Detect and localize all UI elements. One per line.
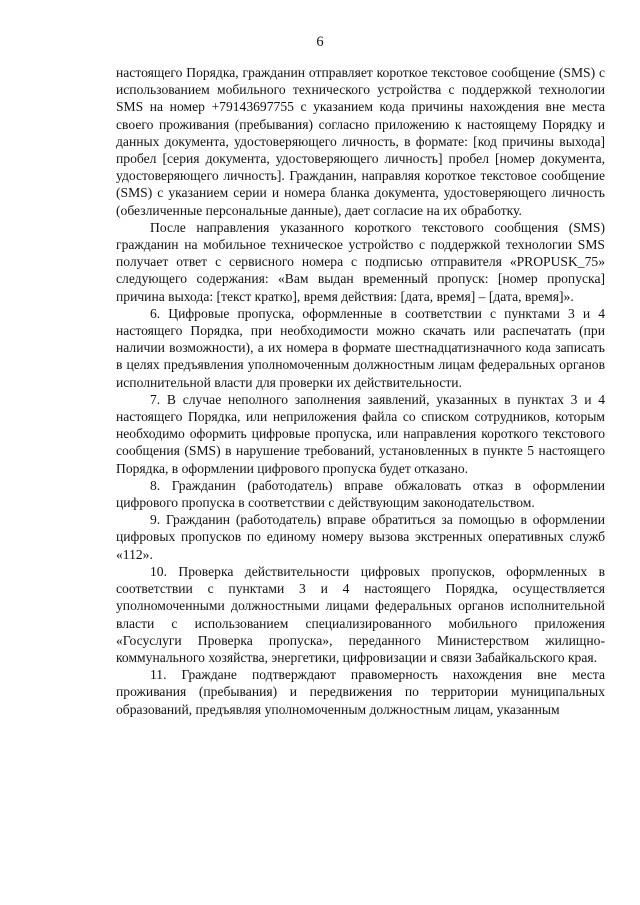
- paragraph-item-8: 8. Гражданин (работодатель) вправе обжаловать отказ в оформлении цифрового пропуска в соответствии с действующим законодательством.: [116, 477, 605, 511]
- document-body: [116, 64, 605, 718]
- paragraph-item-9: 9. Гражданин (работодатель) вправе обратиться за помощью в оформлении цифровых пропусков по единому номеру вызова экстренных оперативных служб «112».: [116, 512, 605, 562]
- paragraph-sms-reply: После направления указанного короткого текстового сообщения (SMS) гражданин на мобильное техническое устройство с поддержкой технологии SMS получает ответ с сервисного номера с подписью отправителя «PROPUSK_75» следующего содержания: «Вам выдан временный пропуск: [номер пропуска] причина выхода: [текст кратко], время действия: [дата, время] – [дата, время]».: [116, 219, 605, 304]
- paragraph-item-10: 10. Проверка действительности цифровых пропусков, оформленных в соответствии с пунктами 3 и 4 настоящего Порядка, осуществляется уполномоченными должностными лицами федеральных органов исполнительной власти с использованием специализированного мобильного приложения «Госуслуги Проверка пропуска», переданного Министерством жилищно-коммунального хозяйства, энергетики, цифровизации и связи Забайкальского края.: [116, 563, 605, 665]
- paragraph-item-7: 7. В случае неполного заполнения заявлений, указанных в пунктах 3 и 4 настоящего Порядка, или неприложения файла со списком сотрудников, которым необходимо оформить цифровые пропуска, или направления короткого текстового сообщения (SMS) в нарушение требований, установленных в пункте 5 настоящего Порядка, в оформлении цифрового пропуска будет отказано.: [116, 391, 605, 476]
- paragraph-item-6: 6. Цифровые пропуска, оформленные в соответствии с пунктами 3 и 4 настоящего Порядка, при необходимости можно скачать или распечатать (при наличии возможности), а их номера в формате шестнадцатизначного кода записать в целях предъявления уполномоченным должностным лицам федеральных органов исполнительной власти для проверки их действительности.: [116, 305, 605, 390]
- paragraph-continuation: настоящего Порядка, гражданин отправляет короткое текстовое сообщение (SMS) с использованием мобильного технического устройства с поддержкой технологии SMS на номер +79143697755 с указанием кода причины нахождения вне места своего проживания (пребывания) согласно приложению к настоящему Порядку и данных документа, удостоверяющего личность, в формате: [код причины выхода] пробел [серия документа, удостоверяющего личность] пробел [номер документа, удостоверяющего личность]. Гражданин, направляя короткое текстовое сообщение (SMS) с указанием серии и номера бланка документа, удостоверяющего личность (обезличенные персональные данные), дает согласие на их обработку.: [116, 65, 605, 218]
- paragraph-item-11: 11. Граждане подтверждают правомерность нахождения вне места проживания (пребывания) и передвижения по территории муниципальных образований, предъявляя уполномоченным должностным лицам, указанным: [116, 667, 605, 717]
- page-number: 6: [316, 34, 324, 50]
